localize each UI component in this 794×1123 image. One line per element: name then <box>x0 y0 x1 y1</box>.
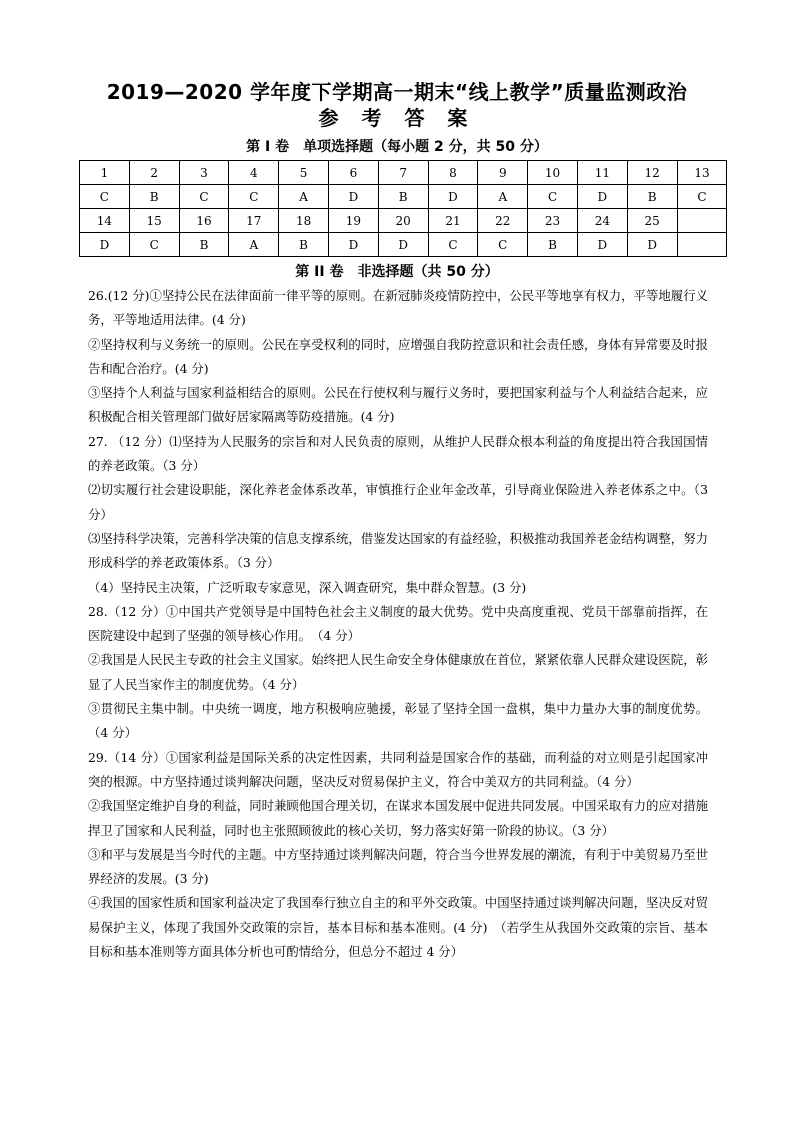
question-number-cell: 13 <box>677 161 727 185</box>
question-number-cell: 22 <box>478 209 528 233</box>
question-number-cell: 17 <box>229 209 279 233</box>
answer-cell: D <box>328 185 378 209</box>
answer-table <box>79 160 727 257</box>
question-number-cell: 18 <box>279 209 329 233</box>
answer-cell: C <box>229 185 279 209</box>
question-number-cell: 15 <box>129 209 179 233</box>
answer-paragraph: ③和平与发展是当今时代的主题。中方坚持通过谈判解决问题，符合当今世界发展的潮流，有利于中美贸易乃至世界经济的发展。(3 分) <box>88 846 708 887</box>
question-number-cell: 12 <box>627 161 677 185</box>
question-number-cell: 21 <box>428 209 478 233</box>
answer-cell: D <box>328 233 378 257</box>
document-title: 2019—2020 学年度下学期高一期末“线上教学”质量监测政治 <box>106 80 688 104</box>
answer-cell: A <box>279 185 329 209</box>
answer-paragraph: 28.（12 分）①中国共产党领导是中国特色社会主义制度的最大优势。党中央高度重视、党员干部靠前指挥，在医院建设中起到了坚强的领导核心作用。 （4 分） <box>88 603 708 644</box>
answer-body <box>88 284 708 964</box>
answer-cell: C <box>179 185 229 209</box>
answer-cell: B <box>279 233 329 257</box>
question-number-cell: 24 <box>577 209 627 233</box>
answer-cell: B <box>528 233 578 257</box>
question-number-cell: 9 <box>478 161 528 185</box>
answer-row <box>80 233 727 257</box>
question-number-cell <box>677 209 727 233</box>
answer-paragraph: ③贯彻民主集中制。中央统一调度，地方积极响应驰援，彰显了坚持全国一盘棋，集中力量办大事的制度优势。（4 分） <box>88 701 708 741</box>
answer-cell: C <box>129 233 179 257</box>
question-number-row <box>80 161 727 185</box>
answer-paragraph: ②坚持权利与义务统一的原则。公民在享受权利的同时，应增强自我防控意识和社会责任感，身体有异常要及时报告和配合治疗。(4 分) <box>88 336 708 376</box>
answer-paragraph: 27. （12 分）⑴坚持为人民服务的宗旨和对人民负责的原则，从维护人民群众根本利益的角度提出符合我国国情的养老政策。（3 分） <box>88 433 708 474</box>
answer-paragraph: ②我国坚定维护自身的利益，同时兼顾他国合理关切，在谋求本国发展中促进共同发展。中国采取有力的应对措施捍卫了国家和人民利益，同时也主张照顾彼此的核心关切，努力落实好第一阶段的协议。（3 分） <box>88 798 708 838</box>
question-number-cell: 14 <box>80 209 130 233</box>
question-number-cell: 8 <box>428 161 478 185</box>
answer-paragraph: ②我国是人民民主专政的社会主义国家。始终把人民生命安全身体健康放在首位，紧紧依靠人民群众建设医院，彰显了人民当家作主的制度优势。（4 分） <box>88 652 708 692</box>
answer-cell: B <box>179 233 229 257</box>
answer-paragraph: ③坚持个人利益与国家利益相结合的原则。公民在行使权利与履行义务时，要把国家利益与个人利益结合起来，应积极配合相关管理部门做好居家隔离等防疫措施。(4 分) <box>88 385 708 425</box>
answer-cell: B <box>627 185 677 209</box>
question-number-cell: 1 <box>80 161 130 185</box>
answer-paragraph: ④我国的国家性质和国家利益决定了我国奉行独立自主的和平外交政策。中国坚持通过谈判解决问题，坚决反对贸易保护主义，体现了我国外交政策的宗旨，基本目标和基本准则。(4 分) （若学生从我国外交政策的宗旨、基本目标和基本准则等方面具体分析也可酌情给分，但总分不超过 4 分） <box>88 895 708 960</box>
question-number-cell: 5 <box>279 161 329 185</box>
answer-cell: D <box>627 233 677 257</box>
question-number-cell: 7 <box>378 161 428 185</box>
answer-row <box>80 185 727 209</box>
answer-paragraph: 29.（14 分）①国家利益是国际关系的决定性因素，共同利益是国家合作的基础，而利益的对立则是引起国家冲突的根源。中方坚持通过谈判解决问题，坚决反对贸易保护主义，符合中美双方的共同利益。（4 分） <box>88 749 708 789</box>
section-2-heading: 第 II 卷 非选择题（共 50 分） <box>295 264 499 280</box>
answer-cell: A <box>229 233 279 257</box>
question-number-cell: 2 <box>129 161 179 185</box>
answer-paragraph: ⑶坚持科学决策，完善科学决策的信息支撑系统，借鉴发达国家的有益经验，积极推动我国养老金结构调整，努力形成科学的养老政策体系。（3 分） <box>88 530 708 571</box>
answer-cell: C <box>80 185 130 209</box>
answer-cell: C <box>528 185 578 209</box>
question-number-cell: 4 <box>229 161 279 185</box>
answer-cell: B <box>378 185 428 209</box>
answer-cell: D <box>378 233 428 257</box>
question-number-cell: 19 <box>328 209 378 233</box>
section-1-heading: 第 I 卷 单项选择题（每小题 2 分，共 50 分） <box>246 139 548 155</box>
answer-paragraph: 26.(12 分)①坚持公民在法律面前一律平等的原则。在新冠肺炎疫情防控中，公民平等地享有权力，平等地履行义务，平等地适用法律。(4 分) <box>88 288 708 328</box>
answer-cell: D <box>577 185 627 209</box>
question-number-cell: 16 <box>179 209 229 233</box>
document-subtitle: 参 考 答 案 <box>318 106 476 130</box>
question-number-row <box>80 209 727 233</box>
answer-cell: D <box>80 233 130 257</box>
answer-cell: B <box>129 185 179 209</box>
question-number-cell: 25 <box>627 209 677 233</box>
question-number-cell: 20 <box>378 209 428 233</box>
answer-cell: A <box>478 185 528 209</box>
answer-cell: C <box>478 233 528 257</box>
question-number-cell: 6 <box>328 161 378 185</box>
answer-paragraph: ⑵切实履行社会建设职能，深化养老金体系改革，审慎推行企业年金改革，引导商业保险进入养老体系之中。（3 分） <box>88 482 708 522</box>
question-number-cell: 11 <box>577 161 627 185</box>
question-number-cell: 3 <box>179 161 229 185</box>
answer-cell <box>677 233 727 257</box>
answer-cell: C <box>428 233 478 257</box>
answer-cell: C <box>677 185 727 209</box>
answer-cell: D <box>428 185 478 209</box>
answer-paragraph: （4）坚持民主决策，广泛听取专家意见，深入调查研究，集中群众智慧。(3 分) <box>88 579 527 595</box>
question-number-cell: 23 <box>528 209 578 233</box>
answer-cell: D <box>577 233 627 257</box>
question-number-cell: 10 <box>528 161 578 185</box>
